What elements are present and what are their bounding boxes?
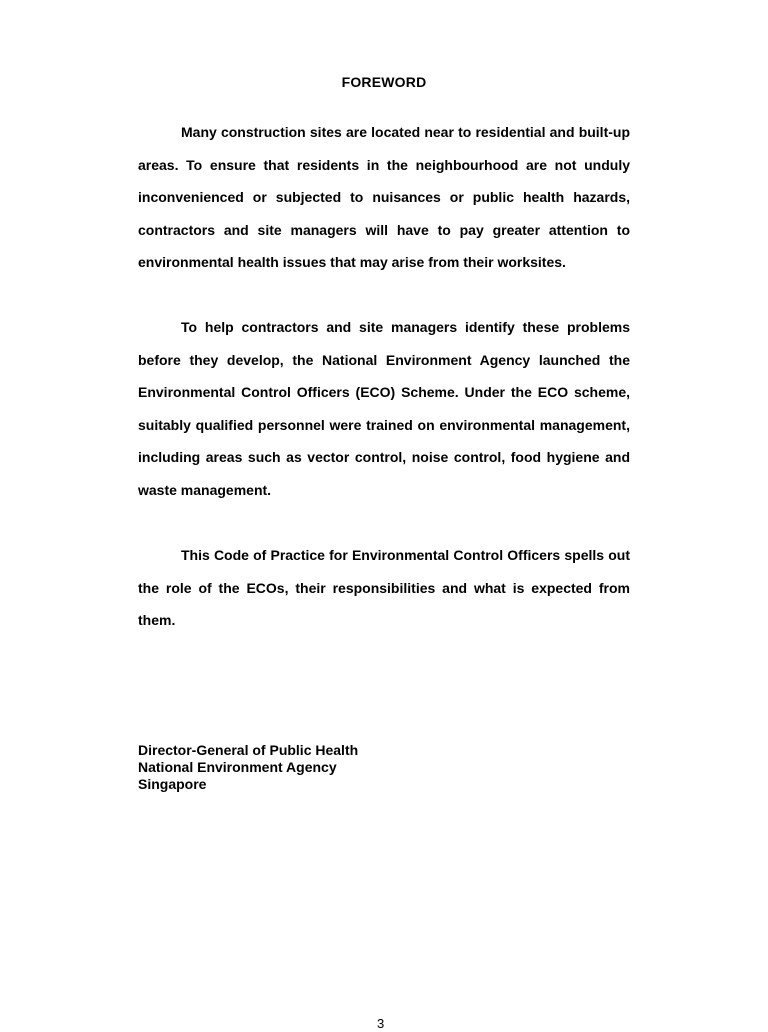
signature-block xyxy=(138,742,358,793)
page-title: FOREWORD xyxy=(341,74,427,90)
signature-organization: National Environment Agency xyxy=(138,759,337,775)
signature-title: Director-General of Public Health xyxy=(138,742,359,758)
page-number: 3 xyxy=(377,1016,385,1031)
foreword-paragraph-3: This Code of Practice for Environmental Control Officers spells out the role of the ECOs, their responsibilities and what is expected from them. xyxy=(138,547,630,629)
foreword-paragraph-1: Many construction sites are located near to residential and built-up areas. To ensure that residents in the neighbourhood are not unduly inconvenienced or subjected to nuisances or public health hazards, contractors and site managers will have to pay greater attention to environmental health issues that may arise from their worksites. xyxy=(138,124,630,271)
signature-country: Singapore xyxy=(138,776,207,792)
foreword-paragraph-2: To help contractors and site managers identify these problems before they develop, the National Environment Agency launched the Environmental Control Officers (ECO) Scheme. Under the ECO scheme, suitably qualified personnel were trained on environmental management, including areas such as vector control, noise control, food hygiene and waste management. xyxy=(138,319,630,498)
